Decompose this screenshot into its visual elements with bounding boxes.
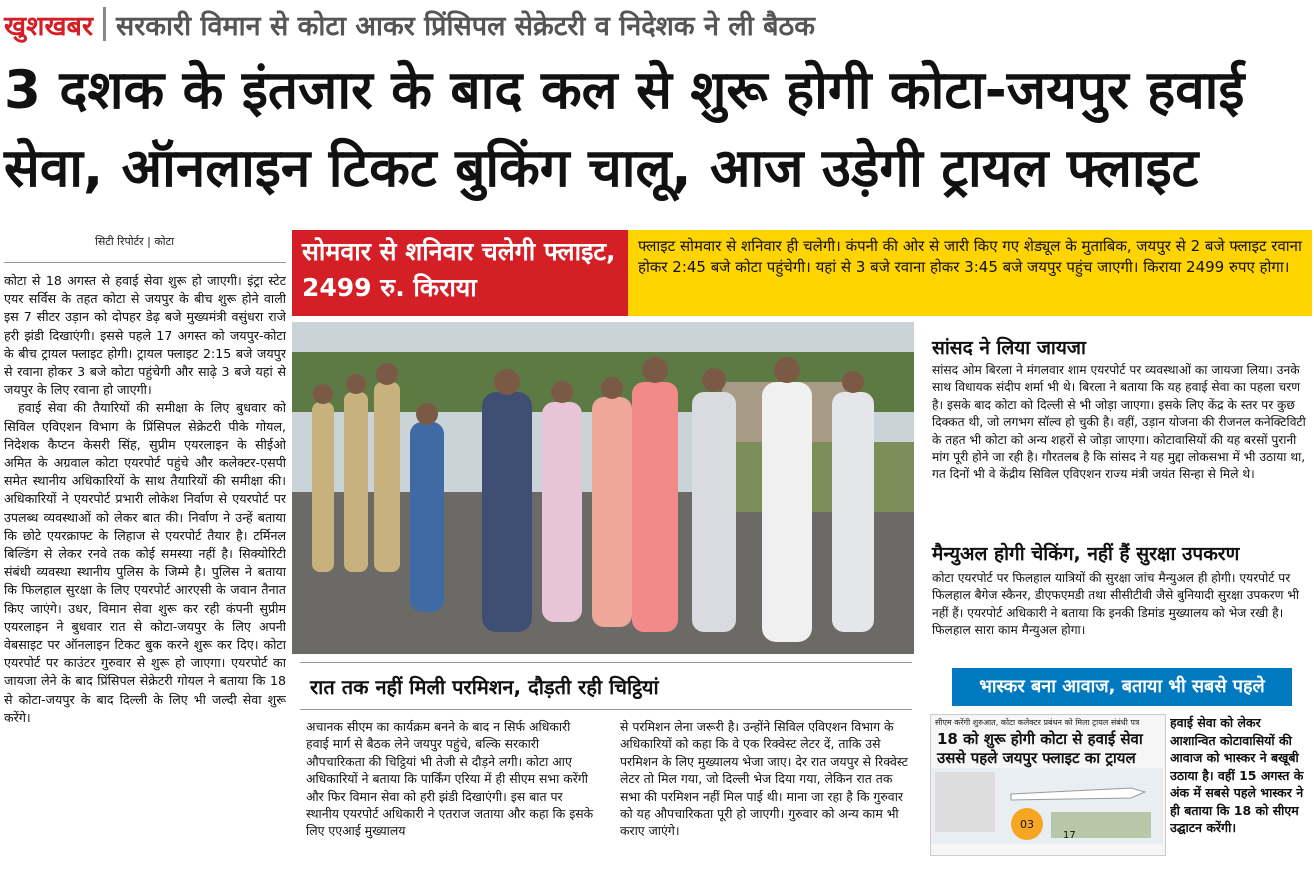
schedule-box-title: सोमवार से शनिवार चलेगी फ्लाइट, 2499 रु. किराया: [292, 230, 628, 316]
headline: 3 दशक के इंतजार के बाद कल से शुरू होगी कोटा-जयपुर हवाई सेवा, ऑनलाइन टिकट बुकिंग चालू, आज उड़ेगी ट्रायल फ्लाइट: [4, 60, 1245, 199]
kicker-divider: [103, 7, 106, 41]
permission-story-title: रात तक नहीं मिली परमिशन, दौड़ती रही चिट्ठियां: [300, 662, 912, 710]
clip-headline: 18 को शुरू होगी कोटा से हवाई सेवा उससे पहले जयपुर फ्लाइट का ट्रायल: [937, 730, 1143, 767]
byline: सिटी रिपोर्टर | कोटा: [95, 235, 175, 248]
clip-badge: 03: [1020, 818, 1034, 831]
permission-story-col-2: से परमिशन लेना जरूरी है। उन्होंने सिविल एविएशन विभाग के अधिकारियों को कहा कि वे एक रिक्वेस्ट लेटर दें, ताकि उसे परमिशन के लिए मुख्यालय भेजा जाए। देर रात जयपुर से रिक्वेस्ट लेटर तो मिल गया, जो दिल्ली भेज दिया गया, लेकिन रात तक सभा की परमिशन नहीं मिल पाई थी। माना जा रहा है कि गुरुवार को यह औपचारिकता पूरी हो जाएगी। गुरुवार को अन्य काम भी कराए जाएंगे।: [620, 719, 908, 839]
mp-story-text: सांसद ओम बिरला ने मंगलवार शाम एयरपोर्ट पर व्यवस्थाओं का जायजा लिया। उनके साथ विधायक संदीप शर्मा भी थे। बिरला ने बताया कि यह हवाई सेवा का पहला चरण है। इसके बाद कोटा को दिल्ली से भी जोड़ा जाएगा। इसके लिए केंद्र के स्तर पर कुछ दिक्कत थी, जो लगभग सॉल्व हो चुकी है। वहीं, उड़ान योजना की रीजनल कनेक्टिविटी के तहत भी कोटा को अन्य शहरों से जोड़ा जाएगा। कोटावासियों की यह बरसों पुरानी मांग पूरी होने जा रही है। गौरतलब है कि सांसद ने यह मुद्दा लोकसभा में भी उठाया था, गत दिनों भी वे केंद्रीय सिविल एविएशन राज्य मंत्री जयंत सिन्हा से मिले थे।: [932, 363, 1306, 482]
security-story-text: कोटा एयरपोर्ट पर फिलहाल यात्रियों की सुरक्षा जांच मैन्युअल ही होगी। एयरपोर्ट पर फिलहाल बैगेज स्कैनर, डीएफएमडी तथा सीसीटीवी जैसे बुनियादी सुरक्षा उपकरण भी नहीं हैं। एयरपोर्ट अधिकारी ने बताया कि इनकी डिमांड मुख्यालय को भेज रखी है। फिलहाल सारा काम मैन्युअल होगा।: [932, 571, 1300, 638]
security-story-title: मैन्युअल होगी चेकिंग, नहीं हैं सुरक्षा उपकरण: [932, 543, 1240, 565]
main-story-para-1: कोटा से 18 अगस्त से हवाई सेवा शुरू हो जाएगी। इंट्रा स्टेट एयर सर्विस के तहत कोटा से जयपुर के बीच शुरू होने वाली इस 7 सीटर उड़ान को दोपहर डेढ़ बजे मुख्यमंत्री वसुंधरा राजे हरी झंडी दिखाएंगी। इससे पहले 17 अगस्त को जयपुर-कोटा के बीच ट्रायल फ्लाइट होगी। ट्रायल फ्लाइट 2:15 बजे जयपुर से रवाना होकर 3 बजे कोटा पहुंचेगी और साढ़े 3 बजे यहां से जयपुर के लिए रवाना हो जाएगी।: [4, 273, 286, 398]
kicker-tag: खुशखबर: [4, 10, 93, 42]
main-story-para-2: हवाई सेवा की तैयारियों की समीक्षा के लिए बुधवार को सिविल एविएशन विभाग के प्रिंसिपल सेक्रेटरी पीके गोयल, निदेशक कैप्टन केसरी सिंह, सुप्रीम एयरलाइन के सीईओ अमित के अग्रवाल कोटा एयरपोर्ट पहुंचे और कलेक्टर-एसपी समेत स्थानीय अधिकारियों के साथ तैयारियों की समीक्षा की। अधिकारियों ने एयरपोर्ट प्रभारी लोकेश निर्वाण से एयरपोर्ट पर उपलब्ध व्यवस्थाओं को लेकर बात की। निर्वाण ने उन्हें बताया कि छोटे एयरक्राफ्ट के लिहाज से एयरपोर्ट तैयार है। टर्मिनल बिल्डिंग से लेकर रनवे तक कोई समस्या नहीं है। सिक्योरिटी संबंधी व्यवस्था स्थानीय पुलिस के जिम्मे है। पुलिस ने बताया कि फिलहाल सुरक्षा के लिए एयरपोर्ट आरएसी के जवान तैनात किए जाएंगे। उधर, विमान सेवा शुरू कर रही कंपनी सुप्रीम एयरलाइन ने बुधवार रात से कोटा-जयपुर के लिए अपनी वेबसाइट पर ऑनलाइन टिकट बुक करने शुरू कर दिए। कोटा एयरपोर्ट पर काउंटर गुरुवार से शुरू हो जाएगा। एयरपोर्ट का जायजा लेने के बाद प्रिंसिपल सेक्रेटरी गोयल ने बताया कि 18 से कोटा-जयपुर के बाद दिल्ली के लिए भी जल्दी सेवा शुरू करेंगे।: [4, 400, 286, 725]
news-photo: [292, 322, 914, 654]
mp-story-title: सांसद ने लिया जायजा: [932, 337, 1086, 359]
kicker-subhead: सरकारी विमान से कोटा आकर प्रिंसिपल सेक्रेटरी व निदेशक ने ली बैठक: [116, 10, 815, 42]
clip-number: 17: [1063, 830, 1076, 841]
bhaskar-box-title: भास्कर बना आवाज, बताया भी सबसे पहले: [952, 668, 1292, 706]
photo-officials-at-airport: [292, 322, 914, 654]
clip-plane-image: [931, 768, 1163, 844]
byline-rule: [4, 262, 286, 263]
main-story: [4, 272, 286, 862]
kicker: [4, 4, 815, 44]
bhaskar-clipping: [930, 714, 1166, 856]
bhaskar-box-text: हवाई सेवा को लेकर आशान्वित कोटावासियों की आवाज को भास्कर ने बखूबी उठाया है। वहीं 15 अगस्त के अंक में सबसे पहले भास्कर ने ही बताया कि 18 को सीएम उद्घाटन करेंगी।: [1170, 715, 1304, 835]
schedule-box-text: फ्लाइट सोमवार से शनिवार ही चलेगी। कंपनी की ओर से जारी किए गए शेड्यूल के मुताबिक, जयपुर से 2 बजे फ्लाइट रवाना होकर 2:45 बजे कोटा पहुंचेगी। यहां से 3 बजे रवाना होकर 3:45 बजे जयपुर पहुंच जाएगी। किराया 2499 रुपए होगा।: [628, 230, 1312, 316]
permission-story-col-1: अचानक सीएम का कार्यक्रम बनने के बाद न सिर्फ अधिकारी हवाई मार्ग से बैठक लेने जयपुर पहुंचे, बल्कि सरकारी औपचारिकता की चिट्ठियां भी तेजी से दौड़ने लगी। कोटा आए अधिकारियों ने बताया कि पार्किंग एरिया में ही सीएम सभा करेंगी और फिर विमान सेवा को हरी झंडी दिखाएंगी। इस बात पर स्थानीय एयरपोर्ट अधिकारी ने एतराज जताया और कहा कि इसके लिए एएआई मुख्यालय: [306, 719, 594, 839]
clip-line: सीएम करेंगी शुरुआत, कोटा कलेक्टर प्रबंधन को मिला ट्रायल संबंधी पत्र: [935, 718, 1140, 727]
